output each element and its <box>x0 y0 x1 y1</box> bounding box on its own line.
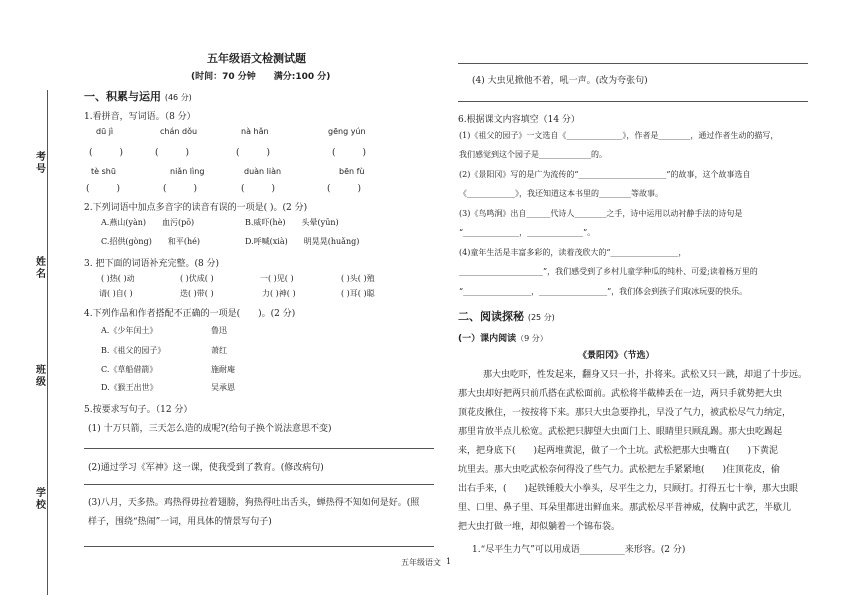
q2-label: 2.下列词语中加点多音字的读音有误的一项是( )。(2 分) <box>84 203 308 213</box>
q1-pinyin-3: nà hǎn <box>241 127 269 136</box>
q5-sentence-1: (1) 十万只箭，三天怎么造的成呢?(给句子换个说法意思不变) <box>88 424 332 434</box>
q3-item: ( )热( )动 <box>101 274 135 283</box>
q5-sentence-3b: 样子，围绕“热闹”一词，用具体的情景写句子) <box>88 517 272 527</box>
answer-blank[interactable]: ( ) <box>236 148 271 158</box>
q5-label: 5.按要求写句子。（12 分） <box>84 405 193 415</box>
q4-label: 4.下列作品和作者搭配不正确的一项是( )。(2 分) <box>84 309 296 319</box>
answer-line[interactable] <box>84 448 434 449</box>
q6-label: 6.根据课文内容填空（14 分） <box>458 115 580 125</box>
q2-option-b: B.威吓(hè) 头晕(yūn) <box>245 218 339 227</box>
q3-item: 请( )自( ) <box>99 289 133 298</box>
q6-line: _____________________”，我们感受到了乡村儿童学种瓜的纯朴、可爱;读着杨万里的 <box>459 267 758 276</box>
answer-blank[interactable]: ( ) <box>155 148 190 158</box>
passage-title: 《景阳冈》（节选） <box>578 351 655 361</box>
q2-option-d: D.呼喊(xià) 明晃晃(huǎng) <box>245 237 360 246</box>
q6-line: (1)《祖父的园子》一文选自《______________》，作者是________，通过作者生动的描写， <box>459 131 779 140</box>
exam-meta: (时间：70 分钟 满分:100 分) <box>191 72 331 82</box>
q6-line: 我们感觉到这个园子是_____________的。 <box>459 150 607 159</box>
label-school: 学校 <box>36 488 46 511</box>
q5-4-sentence: (4) 大虫见掀他不着，吼一声。(改为夸张句) <box>472 76 648 86</box>
q1-pinyin-8: bēn fù <box>339 167 365 176</box>
q3-item: ( )耳( )聪 <box>341 289 375 298</box>
passage-line: 里、口里、鼻子里、耳朵里都迸出鲜血来。那武松尽平昔神威，仗胸中武艺，半歇儿 <box>458 503 792 513</box>
answer-line[interactable] <box>458 63 808 64</box>
q4-work: A.《少年闰土》 <box>101 326 158 335</box>
section1-title: 一、积累与运用 (46 分) <box>84 90 192 103</box>
q6-line: “______________，______________”。 <box>459 228 596 237</box>
answer-blank[interactable]: ( ) <box>241 184 276 194</box>
q4-author: 吴承恩 <box>211 383 235 392</box>
section2-title: 二、阅读探秘 (25 分) <box>458 310 555 323</box>
q2-option-c: C.招供(gòng) 和平(hé) <box>101 237 200 246</box>
subsection-label: (一）课内阅读（9 分） <box>458 334 548 344</box>
q4-work: C.《草船借箭》 <box>101 365 158 374</box>
q4-work: B.《祖父的园子》 <box>101 346 166 355</box>
q1-pinyin-6: niǎn lìng <box>170 167 205 176</box>
answer-line[interactable] <box>458 101 808 102</box>
label-name: 姓名 <box>36 257 46 280</box>
q4-author: 鲁迅 <box>211 326 227 335</box>
q1-pinyin-7: duàn liàn <box>244 167 282 176</box>
q6-line: (2)《景阳冈》写的是广为流传的“______________________”的故事，这个故事选自 <box>459 170 751 179</box>
passage-line: 出右手来，( )起铁锤般大小拳头，尽平生之力，只顾打。打得五七十拳，那大虫眼 <box>458 484 799 494</box>
q1-label: 1.看拼音，写词语。（8 分） <box>84 112 196 122</box>
label-kaohao: 考号 <box>36 152 46 175</box>
q6-line: 《____________》，我还知道这本书里的________等故事。 <box>459 189 663 198</box>
page-title: 五年级语文检测试题 <box>207 52 306 65</box>
answer-blank[interactable]: ( ) <box>332 148 367 158</box>
q6-line: (3)《鸟鸣涧》出自______代诗人________之手，诗中运用以动衬静手法的诗句是 <box>459 209 743 218</box>
passage-question-1: 1.“尽平生力气”可以用成语__________来形容。(2 分) <box>472 545 686 555</box>
q2-option-a: A.燕山(yàn) 血污(pō) <box>101 218 195 227</box>
answer-line[interactable] <box>84 546 434 547</box>
q3-item: 迭( )带( ) <box>180 289 214 298</box>
q3-item: ( )伏成( ) <box>180 274 214 283</box>
q5-sentence-3a: (3)八月，天多热。鸡热得毋拉着翅膀，狗热得吐出舌头，蝉热得不知如何是好。(照 <box>88 498 420 508</box>
q4-work: D.《猴王出世》 <box>101 383 158 392</box>
q5-sentence-2: (2)通过学习《军神》这一课，使我受到了教育。(修改病句) <box>88 463 324 473</box>
q1-pinyin-1: dū jì <box>96 127 114 136</box>
answer-blank[interactable]: ( ) <box>163 184 198 194</box>
answer-blank[interactable]: ( ) <box>89 148 124 158</box>
passage-line: 把大虫打做一堆，却似躺着一个锦布袋。 <box>458 522 621 532</box>
passage-line: 来，把身底下( )起两堆黄泥，做了一个土坑。武松把那大虫嘴直( )下黄泥 <box>458 446 779 456</box>
q4-author: 萧红 <box>211 346 227 355</box>
q1-pinyin-5: tè shū <box>91 167 116 176</box>
q1-pinyin-4: gēng yún <box>328 127 366 136</box>
q1-pinyin-2: chán dǒu <box>160 127 198 136</box>
q3-item: 一( )见( ) <box>260 274 294 283</box>
answer-line[interactable] <box>84 484 434 485</box>
passage-line: 那大虫却好把两只前爪搭在武松面前。武松将半截棒丢在一边，两只手就势把大虫 <box>458 389 783 399</box>
q6-line: “_________________，_________________”，我们体会到孩子们取冰玩耍的快乐。 <box>459 287 748 296</box>
passage-line: 坑里去。那大虫吃武松奈何得没了些气力。武松把左手紧紧地( )住顶花皮，偷 <box>458 465 781 475</box>
answer-blank[interactable]: ( ) <box>327 184 362 194</box>
answer-blank[interactable]: ( ) <box>86 184 121 194</box>
passage-line: 顶花皮揪住，一按按将下来。那只大虫急要挣扎，早没了气力，被武松尽气力纳定， <box>458 408 792 418</box>
passage-line: 那里肯放半点儿松宽。武松把只脚望大虫面门上、眼睛里只顾乱踢。那大虫吃踢起 <box>458 427 783 437</box>
q6-line: (4)童年生活是丰富多彩的，读着茂欣大的“_________________， <box>459 248 687 257</box>
footer-subject: 五年级语文 <box>401 558 441 567</box>
passage-line: 那大虫吃吓，性发起来，翻身又只一扑，扑将来。武松又只一跳，却退了十步远。 <box>483 370 808 380</box>
q4-author: 施耐庵 <box>211 365 235 374</box>
q3-item: 力( )神( ) <box>262 289 296 298</box>
q3-item: ( )头( )殖 <box>341 274 375 283</box>
page-number: 1 <box>446 557 452 566</box>
label-class: 班级 <box>36 365 46 388</box>
q3-label: 3. 把下面的词语补充完整。(8 分) <box>84 259 220 269</box>
